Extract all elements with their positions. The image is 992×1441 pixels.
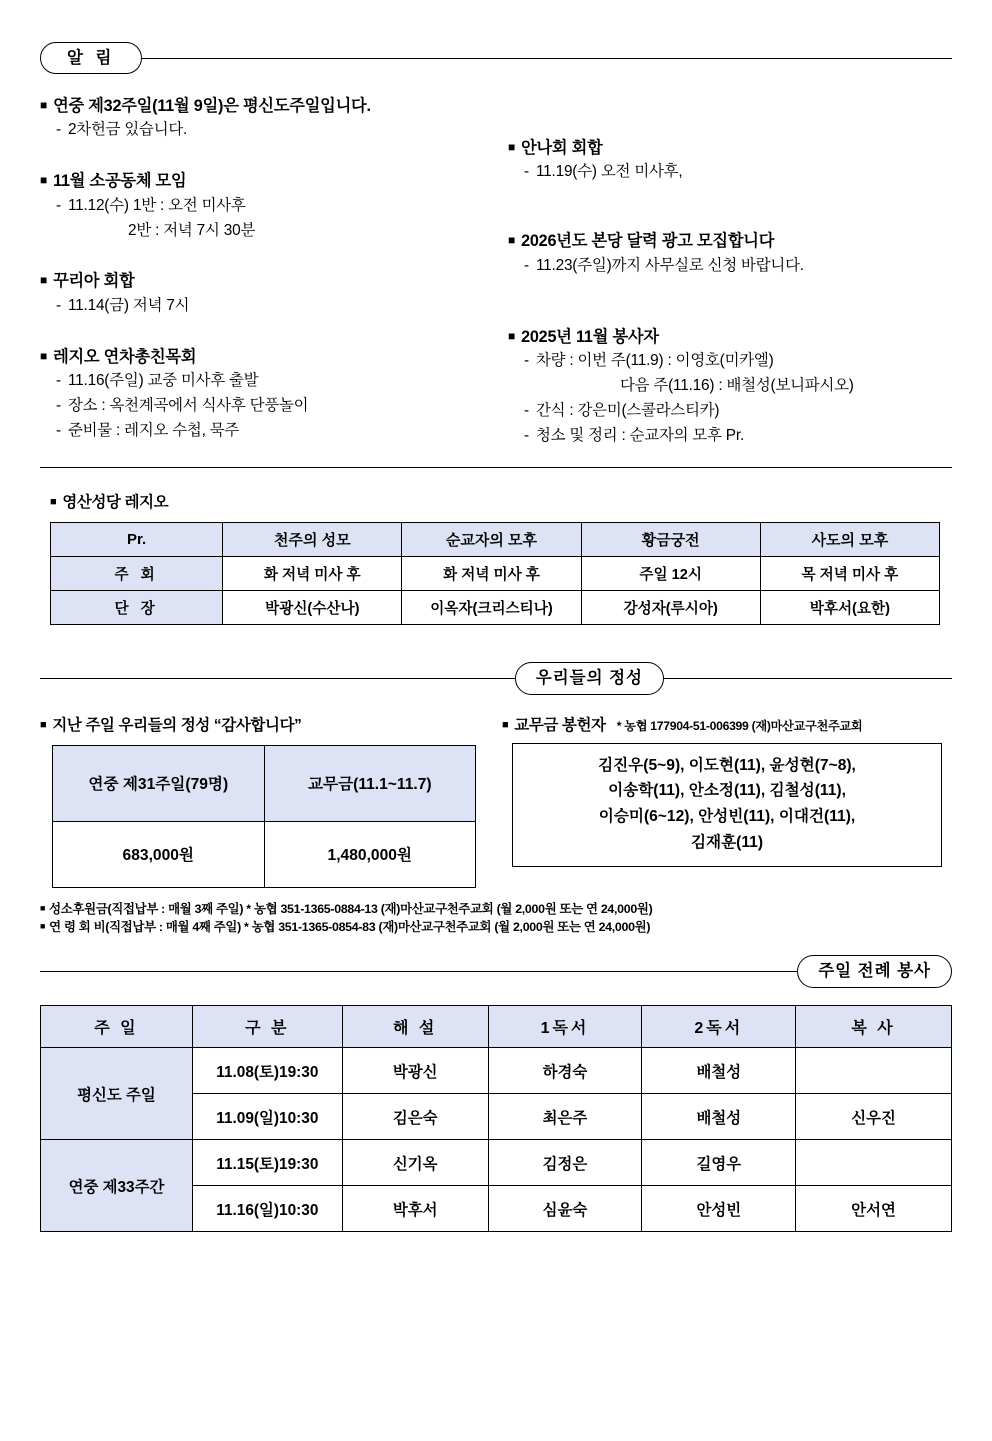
donors-heading: ■ 교무금 봉헌자: [502, 716, 606, 734]
liturgy-cell-reading2: 길영우: [642, 1140, 796, 1186]
legio-row: [51, 590, 940, 624]
bullet-square-icon: ■: [40, 273, 48, 288]
divider-above-legio: [40, 467, 952, 468]
announcement-sub-text: 다음 주(11.16) : 배철성(보니파시오): [620, 376, 854, 394]
announcement-sub-text: 차량 : 이번 주(11.9) : 이영호(미카엘): [535, 351, 774, 369]
legio-cell: 목 저녁 미사 후: [760, 556, 939, 590]
announcement-block: [40, 269, 496, 318]
donors-heading-line: [502, 713, 952, 735]
liturgy-cell-reading2: 배철성: [642, 1094, 796, 1140]
fine-print-text: 성소후원금(직접납부 : 매월 3째 주일) * 농협 351-1365-0884-13 (재)마산교구천주교회 (월 2,000원 또는 연 24,000원): [49, 901, 653, 916]
legio-body: [51, 556, 940, 624]
announcement-sub-item: [508, 374, 952, 399]
offering-section-header: [40, 659, 952, 699]
announcement-sub-item: [508, 254, 952, 279]
offering-header-row: [53, 745, 476, 821]
liturgy-row: [41, 1048, 952, 1094]
announcement-block: [508, 136, 952, 185]
bullet-square-icon: ■: [40, 718, 47, 731]
donors-box: [512, 743, 942, 868]
announcement-sub-item: [508, 424, 952, 449]
legio-column-header: 순교자의 모후: [402, 522, 581, 556]
liturgy-cell-server: 신우진: [796, 1094, 952, 1140]
announcement-block: [40, 169, 496, 243]
legio-cell: 박후서(요한): [760, 590, 939, 624]
announcement-title-text: 꾸리아 회합: [53, 272, 135, 291]
liturgy-row: [41, 1140, 952, 1186]
announcement-sub-item: [40, 394, 496, 419]
bullet-square-icon: ■: [40, 348, 48, 363]
announcement-title: [40, 94, 496, 118]
liturgy-group-label: 평신도 주일: [41, 1048, 193, 1140]
notice-section-header: [40, 38, 952, 78]
announcement-sub-item: [40, 369, 496, 394]
liturgy-cell-time: 11.16(일)10:30: [192, 1186, 342, 1232]
announcement-sub-text: 청소 및 정리 : 순교자의 모후 Pr.: [535, 426, 745, 444]
announcement-title-text: 2026년도 본당 달력 광고 모집합니다: [521, 232, 775, 251]
legio-column-header: 황금궁전: [581, 522, 760, 556]
donors-account: * 농협 177904-51-006399 (재)마산교구천주교회: [616, 718, 863, 733]
liturgy-section-header: [40, 951, 952, 991]
liturgy-cell-reading2: 배철성: [642, 1048, 796, 1094]
liturgy-cell-time: 11.08(토)19:30: [192, 1048, 342, 1094]
bullet-square-icon: ■: [502, 718, 509, 731]
liturgy-column-header: 주 일: [41, 1006, 193, 1048]
announcement-sub-text: 11.14(금) 저녁 7시: [67, 296, 190, 314]
bullet-square-icon: ■: [508, 328, 516, 343]
liturgy-cell-server: [796, 1048, 952, 1094]
announcement-title: [40, 169, 496, 193]
announcement-sub-item: [40, 194, 496, 219]
bullet-square-icon: ■: [40, 173, 48, 188]
liturgy-cell-time: 11.15(토)19:30: [192, 1140, 342, 1186]
liturgy-column-header: 해 설: [342, 1006, 488, 1048]
announcement-sub-text: 준비물 : 레지오 수첩, 묵주: [67, 421, 240, 439]
announcements-left-column: [40, 94, 496, 449]
announcement-sub-text: 2차헌금 있습니다.: [67, 121, 188, 139]
liturgy-body: [41, 1048, 952, 1232]
announcement-sub-text: 11.23(주일)까지 사무실로 신청 바랍니다.: [535, 256, 804, 274]
announcement-block: [508, 325, 952, 449]
offering-column-header: 교무금(11.1~11.7): [264, 745, 475, 821]
liturgy-header-row: [41, 1006, 952, 1048]
dash-bullet-icon: ‐: [56, 121, 61, 139]
legio-row-label: 주 회: [51, 556, 223, 590]
offering-header-rule-right: [652, 678, 952, 679]
legio-row: [51, 556, 940, 590]
legio-header-row: [51, 522, 940, 556]
announcement-sub-item: [40, 419, 496, 444]
bullet-square-icon: ■: [50, 495, 57, 508]
legio-column-header: Pr.: [51, 522, 223, 556]
announcement-sub-item: [40, 118, 496, 143]
dash-bullet-icon: ‐: [524, 163, 529, 181]
bullet-square-icon: ■: [508, 140, 516, 154]
announcement-sub-item: [508, 160, 952, 185]
legio-cell: 강성자(루시아): [581, 590, 760, 624]
announcement-title-text: 2025년 11월 봉사자: [521, 327, 659, 346]
bullet-square-icon: ■: [40, 921, 46, 932]
announcements-right-column: [496, 94, 952, 449]
legio-cell: 이옥자(크리스티나): [402, 590, 581, 624]
bulletin-page: [0, 38, 992, 1441]
dash-bullet-icon: ‐: [56, 396, 61, 414]
legio-cell: 박광신(수산나): [223, 590, 402, 624]
liturgy-column-header: 복 사: [796, 1006, 952, 1048]
legio-cell: 화 저녁 미사 후: [223, 556, 402, 590]
liturgy-cell-reading1: 김정은: [488, 1140, 642, 1186]
offering-heading: ■ 지난 주일 우리들의 정성 “감사합니다”: [40, 716, 302, 734]
donor-line: 이송학(11), 안소정(11), 김철성(11),: [608, 782, 846, 800]
fine-print-block: [40, 900, 952, 938]
bullet-square-icon: ■: [508, 233, 516, 248]
donor-line: 김재훈(11): [690, 834, 764, 852]
announcement-sub-text: 2반 : 저녁 7시 30분: [128, 221, 256, 239]
legio-heading: ■ 영산성당 레지오: [50, 493, 169, 511]
dash-bullet-icon: ‐: [524, 256, 529, 274]
liturgy-cell-reading1: 최은주: [488, 1094, 642, 1140]
legio-column-header: 사도의 모후: [760, 522, 939, 556]
announcement-title: [508, 136, 952, 160]
offering-table: [52, 745, 476, 888]
announcements-container: [40, 94, 952, 449]
liturgy-column-header: 1독서: [488, 1006, 642, 1048]
liturgy-cell-commentator: 신기옥: [342, 1140, 488, 1186]
liturgy-cell-time: 11.09(일)10:30: [192, 1094, 342, 1140]
announcement-block: [508, 229, 952, 278]
liturgy-pill-label: 주일 전례 봉사: [797, 955, 952, 988]
liturgy-cell-commentator: 박후서: [342, 1186, 488, 1232]
dash-bullet-icon: ‐: [56, 372, 61, 389]
offering-right: [502, 713, 952, 888]
dash-bullet-icon: ‐: [56, 196, 61, 214]
dash-bullet-icon: ‐: [56, 421, 61, 439]
announcement-sub-item: [508, 349, 952, 374]
announcement-title: [40, 269, 496, 293]
legio-column-header: 천주의 성모: [223, 522, 402, 556]
announcement-sub-item: [40, 294, 496, 319]
announcement-sub-text: 간식 : 강은미(스콜라스티카): [535, 401, 720, 419]
offering-left: [40, 713, 502, 888]
liturgy-cell-reading2: 안성빈: [642, 1186, 796, 1232]
announcement-sub-text: 11.19(수) 오전 미사후,: [535, 163, 683, 181]
bullet-square-icon: ■: [40, 902, 46, 913]
dash-bullet-icon: ‐: [524, 426, 529, 444]
announcement-sub-text: 11.12(수) 1반 : 오전 미사후: [67, 196, 246, 214]
offering-pill-label: 우리들의 정성: [515, 662, 664, 695]
liturgy-header-rule: [40, 971, 809, 972]
liturgy-cell-reading1: 하경숙: [488, 1048, 642, 1094]
liturgy-cell-reading1: 심윤숙: [488, 1186, 642, 1232]
liturgy-table: [40, 1005, 952, 1232]
offering-value: 683,000원: [53, 821, 265, 887]
offering-row: [40, 713, 952, 888]
fine-print-line: [40, 900, 952, 919]
announcement-title-text: 연중 제32주일(11월 9일)은 평신도주일입니다.: [53, 97, 371, 115]
announcement-title: [508, 325, 952, 349]
announcement-title-text: 레지오 연차총친목회: [53, 347, 197, 366]
liturgy-column-header: 구 분: [192, 1006, 342, 1048]
announcement-sub-item: [508, 399, 952, 424]
liturgy-cell-commentator: 박광신: [342, 1048, 488, 1094]
donor-line: 김진우(5~9), 이도현(11), 윤성현(7~8),: [598, 756, 856, 774]
announcement-title-text: 안나회 회합: [521, 139, 603, 157]
legio-table: [50, 522, 940, 625]
legio-row-label: 단 장: [51, 590, 223, 624]
offering-column-header: 연중 제31주일(79명): [53, 745, 265, 821]
dash-bullet-icon: ‐: [56, 296, 61, 314]
offering-value: 1,480,000원: [264, 821, 475, 887]
announcement-title: [40, 345, 496, 369]
liturgy-cell-server: [796, 1140, 952, 1186]
liturgy-cell-commentator: 김은숙: [342, 1094, 488, 1140]
fine-print-text: 연 령 회 비(직접납부 : 매월 4째 주일) * 농협 351-1365-0854-83 (재)마산교구천주교회 (월 2,000원 또는 연 24,000원): [49, 920, 651, 935]
dash-bullet-icon: ‐: [524, 351, 529, 369]
notice-pill-label: 알 림: [40, 42, 142, 75]
liturgy-column-header: 2독서: [642, 1006, 796, 1048]
dash-bullet-icon: ‐: [524, 401, 529, 419]
announcement-sub-item: [40, 219, 496, 244]
legio-cell: 화 저녁 미사 후: [402, 556, 581, 590]
announcement-title-text: 11월 소공동체 모임: [53, 172, 187, 191]
offering-header-rule-left: [40, 678, 527, 679]
donor-line: 이승미(6~12), 안성빈(11), 이대건(11),: [598, 808, 856, 826]
liturgy-cell-server: 안서연: [796, 1186, 952, 1232]
liturgy-group-label: 연중 제33주간: [41, 1140, 193, 1232]
notice-header-rule: [130, 58, 952, 59]
announcement-sub-text: 11.16(주일) 교중 미사후 출발: [67, 372, 259, 389]
announcement-sub-text: 장소 : 옥천계곡에서 식사후 단풍놀이: [67, 396, 309, 414]
announcement-title: [508, 229, 952, 253]
legio-cell: 주일 12시: [581, 556, 760, 590]
announcement-block: [40, 345, 496, 444]
offering-value-row: [53, 821, 476, 887]
fine-print-line: [40, 918, 952, 937]
announcement-block: [40, 94, 496, 143]
bullet-square-icon: ■: [40, 98, 48, 112]
